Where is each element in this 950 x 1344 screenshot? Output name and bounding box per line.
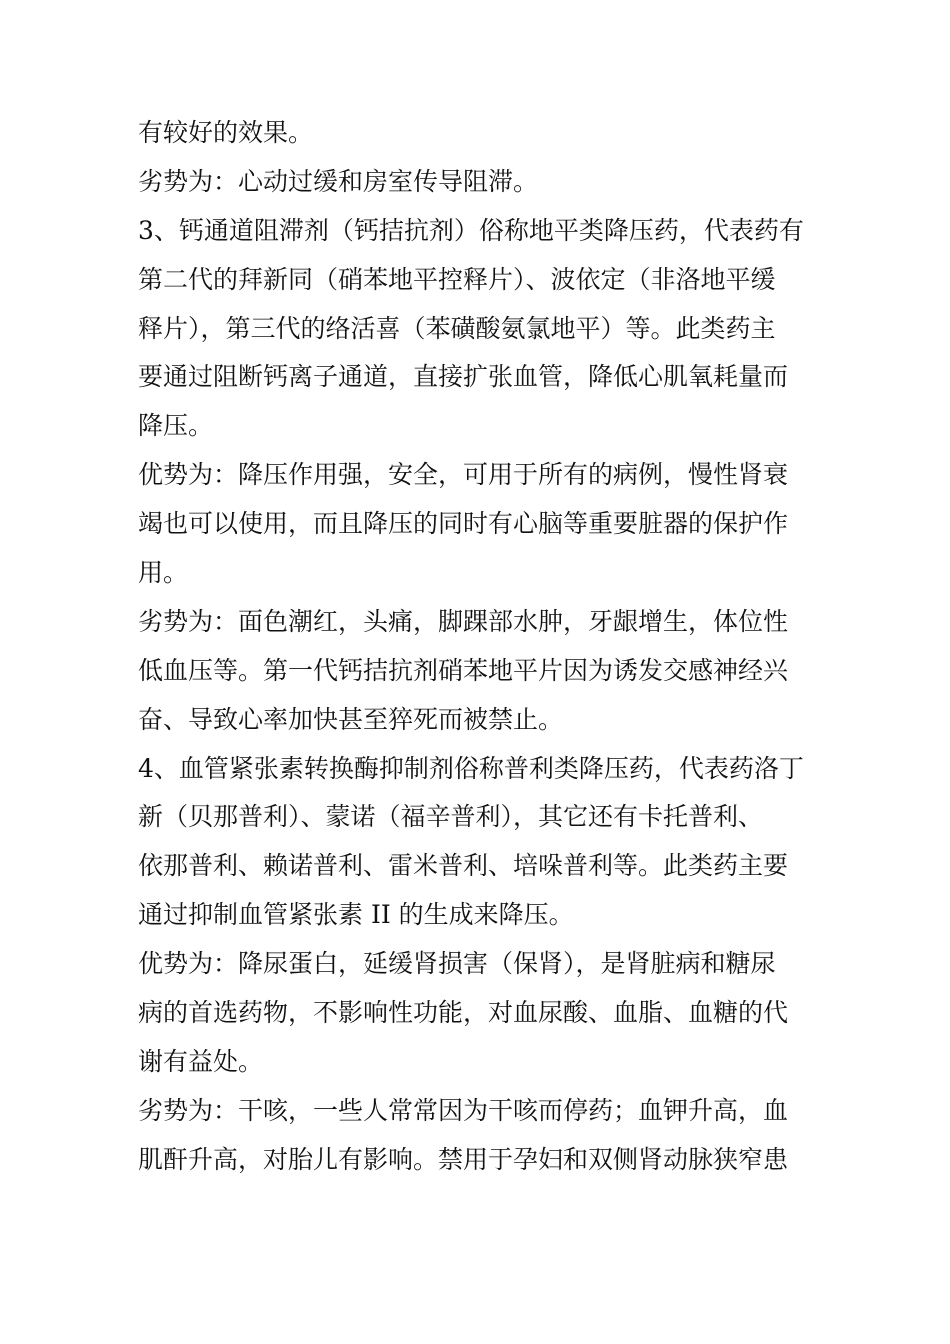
text-line: 低血压等。第一代钙拮抗剂硝苯地平片因为诱发交感神经兴 (138, 655, 789, 685)
text-line: 依那普利、赖诺普利、雷米普利、培哚普利等。此类药主要 (138, 851, 789, 881)
text-line: 奋、导致心率加快甚至猝死而被禁止。 (138, 704, 564, 734)
text-line: 4、血管紧张素转换酶抑制剂俗称普利类降压药，代表药洛丁 (138, 753, 804, 783)
text-line: 劣势为：心动过缓和房室传导阻滞。 (138, 166, 539, 196)
text-line: 优势为：降压作用强，安全，可用于所有的病例，慢性肾衰 (138, 460, 789, 490)
text-line: 降压。 (138, 411, 214, 441)
text-line: 肌酐升高，对胎儿有影响。禁用于孕妇和双侧肾动脉狭窄患 (138, 1144, 789, 1174)
text-line: 优势为：降尿蛋白，延缓肾损害（保肾），是肾脏病和糖尿 (138, 949, 776, 979)
text-line: 劣势为：干咳，一些人常常因为干咳而停药；血钾升高，血 (138, 1095, 789, 1125)
text-line: 通过抑制血管紧张素 II 的生成来降压。 (138, 900, 574, 930)
text-line: 病的首选药物，不影响性功能，对血尿酸、血脂、血糖的代 (138, 998, 789, 1028)
text-line: 有较好的效果。 (138, 118, 314, 147)
text-line: 谢有益处。 (138, 1046, 264, 1076)
document-body (138, 109, 818, 1185)
text-line: 要通过阻断钙离子通道，直接扩张血管，降低心肌氧耗量而 (138, 362, 789, 392)
text-line: 3、钙通道阻滞剂（钙拮抗剂）俗称地平类降压药，代表药有 (138, 215, 804, 245)
text-line: 劣势为：面色潮红，头痛，脚踝部水肿，牙龈增生，体位性 (138, 606, 789, 636)
text-line: 释片），第三代的络活喜（苯磺酸氨氯地平）等。此类药主 (138, 313, 776, 343)
text-line: 新（贝那普利）、蒙诺（福辛普利），其它还有卡托普利、 (138, 802, 764, 832)
text-line: 第二代的拜新同（硝苯地平控释片）、波依定（非洛地平缓 (138, 264, 776, 294)
text-line: 竭也可以使用，而且降压的同时有心脑等重要脏器的保护作 (138, 509, 789, 539)
text-line: 用。 (138, 558, 189, 588)
